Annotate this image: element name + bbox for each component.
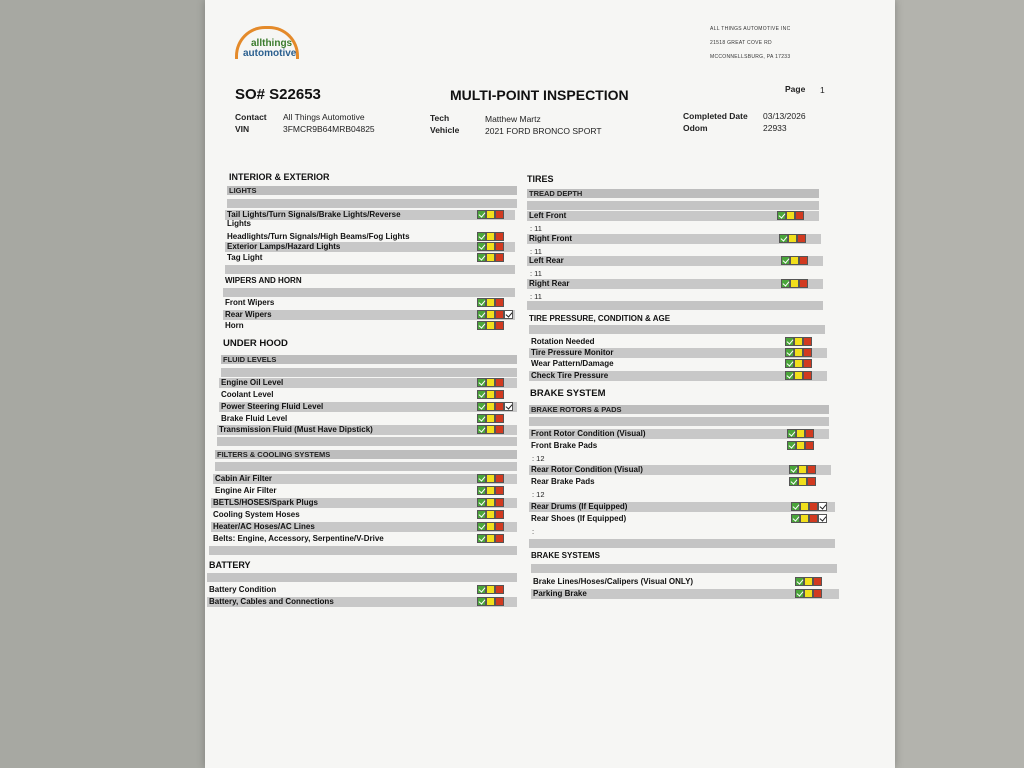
divider	[529, 539, 835, 548]
status-check-group	[477, 253, 504, 262]
tech-label: Tech	[430, 113, 450, 123]
divider	[217, 437, 517, 446]
list-item: Belts: Engine, Accessory, Serpentine/V-Drive	[211, 534, 517, 544]
status-check-group	[477, 522, 504, 531]
list-item: BETLS/HOSES/Spark Plugs	[211, 498, 517, 508]
divider	[227, 199, 517, 208]
contact-value: All Things Automotive	[283, 112, 365, 122]
list-item: Rear Shoes (If Equipped)	[529, 514, 835, 524]
divider	[223, 288, 515, 297]
status-check-group	[477, 425, 504, 434]
tech-value: Matthew Martz	[485, 114, 541, 124]
divider	[527, 201, 819, 210]
divider	[531, 564, 837, 573]
list-item: Cooling System Hoses	[211, 510, 517, 520]
status-check-group	[477, 414, 504, 423]
wipers-horn-heading: WIPERS AND HORN	[225, 276, 302, 285]
shop-name: ALL THINGS AUTOMOTIVE INC	[710, 26, 791, 32]
status-check-group	[785, 337, 812, 346]
list-item: Rear Drums (If Equipped)	[529, 502, 835, 512]
status-check-group	[477, 321, 504, 330]
shoes-value: :	[532, 527, 535, 536]
tread-value: : 11	[530, 269, 542, 278]
list-item: Battery, Cables and Connections	[207, 597, 517, 607]
list-item: Engine Air Filter	[213, 486, 517, 496]
list-item: Headlights/Turn Signals/High Beams/Fog Lights	[225, 232, 515, 242]
divider	[529, 417, 829, 426]
divider	[207, 573, 517, 582]
contact-label: Contact	[235, 112, 267, 122]
vehicle-label: Vehicle	[430, 125, 460, 135]
list-item: Parking Brake	[531, 589, 839, 599]
service-order-number: SO# S22653	[235, 86, 321, 103]
list-item: Tag Light	[225, 253, 515, 263]
logo-line-2: automotive	[243, 48, 297, 59]
divider	[215, 462, 517, 471]
status-check-group	[781, 256, 808, 265]
vin-label: VIN	[235, 124, 250, 134]
status-check-group	[785, 348, 812, 357]
tires-heading: TIRES	[527, 174, 554, 184]
divider	[221, 368, 517, 377]
shop-city: MCCONNELLSBURG, PA 17233	[710, 54, 791, 60]
list-item: Tire Pressure Monitor	[529, 348, 827, 358]
status-check-group	[477, 534, 504, 543]
status-check-group	[477, 232, 504, 241]
odometer-label: Odom	[683, 123, 708, 133]
completed-date-value: 03/13/2026	[763, 111, 806, 121]
list-item: Coolant Level	[219, 390, 517, 400]
status-check-group	[779, 234, 806, 243]
brake-systems-heading: BRAKE SYSTEMS	[531, 551, 600, 560]
tread-value: : 11	[530, 224, 542, 233]
pads-value: : 12	[532, 454, 545, 463]
tread-depth-bar: TREAD DEPTH	[527, 189, 819, 198]
filters-cooling-bar: FILTERS & COOLING SYSTEMS	[215, 450, 517, 459]
brake-system-heading: BRAKE SYSTEM	[530, 388, 606, 399]
status-check-group	[477, 474, 504, 483]
list-item: Rear Wipers	[223, 310, 515, 320]
status-check-group	[789, 465, 816, 474]
brake-rotors-pads-bar: BRAKE ROTORS & PADS	[529, 405, 829, 414]
list-item: Transmission Fluid (Must Have Dipstick)	[217, 425, 517, 435]
list-item: Horn	[223, 321, 515, 331]
status-check-group	[777, 211, 804, 220]
list-item: Check Tire Pressure	[529, 371, 827, 381]
under-hood-heading: UNDER HOOD	[223, 338, 288, 349]
divider	[527, 301, 823, 310]
page-label: Page	[785, 84, 806, 94]
logo-line-1: allthings	[251, 38, 293, 49]
status-check-group	[477, 242, 504, 251]
fluid-levels-bar: FLUID LEVELS	[221, 355, 517, 364]
list-item: Exterior Lamps/Hazard Lights	[225, 242, 515, 252]
status-check-group	[787, 441, 814, 450]
list-item: Power Steering Fluid Level	[219, 402, 517, 412]
list-item: Rear Rotor Condition (Visual)	[529, 465, 831, 475]
status-check-group	[781, 279, 808, 288]
status-check-group	[791, 502, 827, 511]
tread-value: : 11	[530, 247, 542, 256]
status-check-group	[791, 514, 827, 523]
list-item: Rotation Needed	[529, 337, 827, 347]
odometer-value: 22933	[763, 123, 787, 133]
status-check-group	[477, 402, 513, 411]
divider	[225, 265, 515, 274]
vehicle-value: 2021 FORD BRONCO SPORT	[485, 126, 602, 136]
list-item: Left Front	[527, 211, 819, 221]
list-item: Left Rear	[527, 256, 823, 266]
status-check-group	[477, 298, 504, 307]
lights-bar: LIGHTS	[227, 186, 517, 195]
list-item: Brake Lines/Hoses/Calipers (Visual ONLY)	[531, 577, 839, 587]
status-check-group	[477, 597, 504, 606]
completed-date-label: Completed Date	[683, 111, 748, 121]
status-check-group	[787, 429, 814, 438]
status-check-group	[477, 378, 504, 387]
status-check-group	[795, 577, 822, 586]
vin-value: 3FMCR9B64MRB04825	[283, 124, 375, 134]
list-item: Wear Pattern/Damage	[529, 359, 827, 369]
battery-heading: BATTERY	[209, 560, 251, 570]
shop-street: 21518 GREAT COVE RD	[710, 40, 772, 46]
list-item: Tail Lights/Turn Signals/Brake Lights/Reverse	[225, 210, 515, 220]
company-logo	[233, 26, 303, 60]
tread-value: : 11	[530, 292, 542, 301]
inspection-sheet	[205, 0, 895, 768]
page-title: MULTI-POINT INSPECTION	[450, 87, 629, 103]
page-number: 1	[820, 85, 825, 95]
status-check-group	[477, 585, 504, 594]
background-right	[880, 0, 1024, 768]
status-check-group	[785, 371, 812, 380]
status-check-group	[477, 310, 513, 319]
list-item: Rear Brake Pads	[529, 477, 831, 487]
status-check-group	[477, 510, 504, 519]
status-check-group	[789, 477, 816, 486]
list-item: Front Rotor Condition (Visual)	[529, 429, 829, 439]
tire-pressure-heading: TIRE PRESSURE, CONDITION & AGE	[529, 314, 671, 323]
list-item: Front Wipers	[223, 298, 515, 308]
list-item: Right Front	[527, 234, 821, 244]
list-item: Heater/AC Hoses/AC Lines	[211, 522, 517, 532]
status-check-group	[785, 359, 812, 368]
list-item: Brake Fluid Level	[219, 414, 517, 424]
status-check-group	[795, 589, 822, 598]
divider	[529, 325, 825, 334]
list-item: Front Brake Pads	[529, 441, 829, 451]
list-item: Engine Oil Level	[219, 378, 517, 388]
list-item: Cabin Air Filter	[213, 474, 517, 484]
list-item: Battery Condition	[207, 585, 517, 595]
divider	[209, 546, 517, 555]
background-left	[0, 0, 210, 768]
status-check-group	[477, 486, 504, 495]
list-item: Lights	[227, 219, 251, 228]
interior-exterior-heading: INTERIOR & EXTERIOR	[229, 172, 330, 182]
status-check-group	[477, 210, 504, 219]
status-check-group	[477, 390, 504, 399]
status-check-group	[477, 498, 504, 507]
pads-value: : 12	[532, 490, 545, 499]
list-item: Right Rear	[527, 279, 823, 289]
